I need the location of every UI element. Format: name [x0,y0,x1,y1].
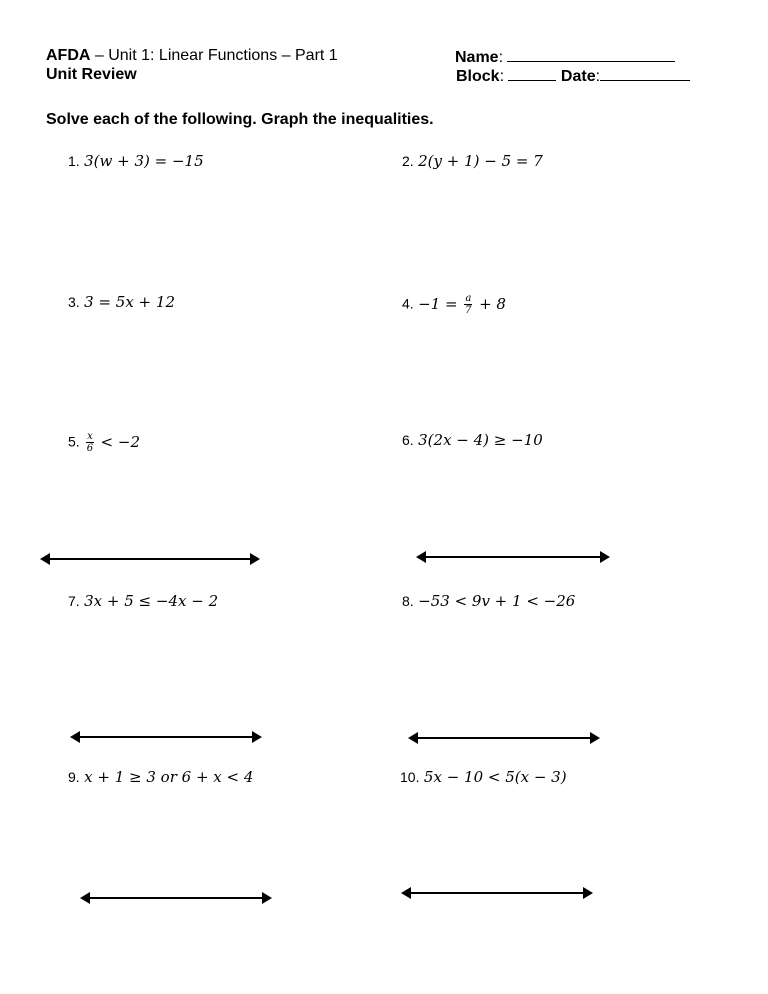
date-blank[interactable] [600,66,690,81]
denominator: 7 [465,305,472,316]
equation-text: 3(2x − 4) ≥ −10 [418,431,543,449]
equation-text: −53 < 9v + 1 < −26 [418,592,576,610]
block-label: Block [456,68,500,85]
fraction [86,431,94,454]
equation [84,293,175,311]
name-label: Name [455,49,499,66]
problem-6 [402,431,543,450]
problem-number: 1. [68,153,80,169]
problem-5 [68,431,140,454]
date-label: Date [560,68,596,85]
problem-4 [402,293,506,316]
equation-rest: + 8 [474,294,506,313]
equation [84,768,253,786]
problem-number: 8. [402,593,414,609]
equation-text: −1 = [418,294,463,313]
problem-number: 9. [68,769,80,785]
problem-number: 3. [68,294,80,310]
denominator: 6 [86,443,94,454]
equation-rest: < −2 [95,432,140,451]
problem-9 [68,768,253,787]
equation-text: 3 = 5x + 12 [84,293,175,311]
equation-text: x + 1 ≥ 3 or 6 + x < 4 [84,768,254,786]
course-code: AFDA [46,47,91,64]
number-line-10 [403,892,591,894]
course-name: – Unit 1: Linear Functions – Part 1 [90,47,338,64]
problem-1 [68,152,204,171]
equation [418,592,575,610]
block-date-fields: Block: Date: [456,66,690,86]
course-title [46,47,338,65]
subtitle: Unit Review [46,66,137,83]
numerator: a [465,293,472,304]
equation [418,431,543,449]
number-line-6 [418,556,608,558]
problem-10 [400,768,567,787]
numerator: x [87,431,93,442]
equation [424,768,567,786]
name-field[interactable]: Name: [455,47,675,67]
fraction [464,293,472,316]
problem-3 [68,293,175,312]
equation-text: 3x + 5 ≤ −4x − 2 [84,592,219,610]
instructions: Solve each of the following. Graph the inequalities. [46,111,434,128]
problem-number: 4. [402,295,414,312]
problem-number: 7. [68,593,80,609]
number-line-9 [82,897,270,899]
problem-number: 2. [402,153,414,169]
equation [84,431,140,454]
equation [418,152,543,170]
equation [84,152,204,170]
problem-number: 6. [402,432,414,448]
problem-number: 5. [68,433,80,450]
equation-text: 5x − 10 < 5(x − 3) [423,768,567,786]
equation [418,293,506,316]
problem-number: 10. [400,769,420,785]
equation [84,592,218,610]
number-line-8 [410,737,598,739]
problem-2 [402,152,543,171]
equation-text: 2(y + 1) − 5 = 7 [418,152,543,170]
name-blank[interactable] [507,47,675,62]
number-line-5 [42,558,258,560]
equation-text: 3(w + 3) = −15 [84,152,204,170]
number-line-7 [72,736,260,738]
problem-7 [68,592,218,611]
problem-8 [402,592,575,611]
block-blank[interactable] [508,66,556,81]
